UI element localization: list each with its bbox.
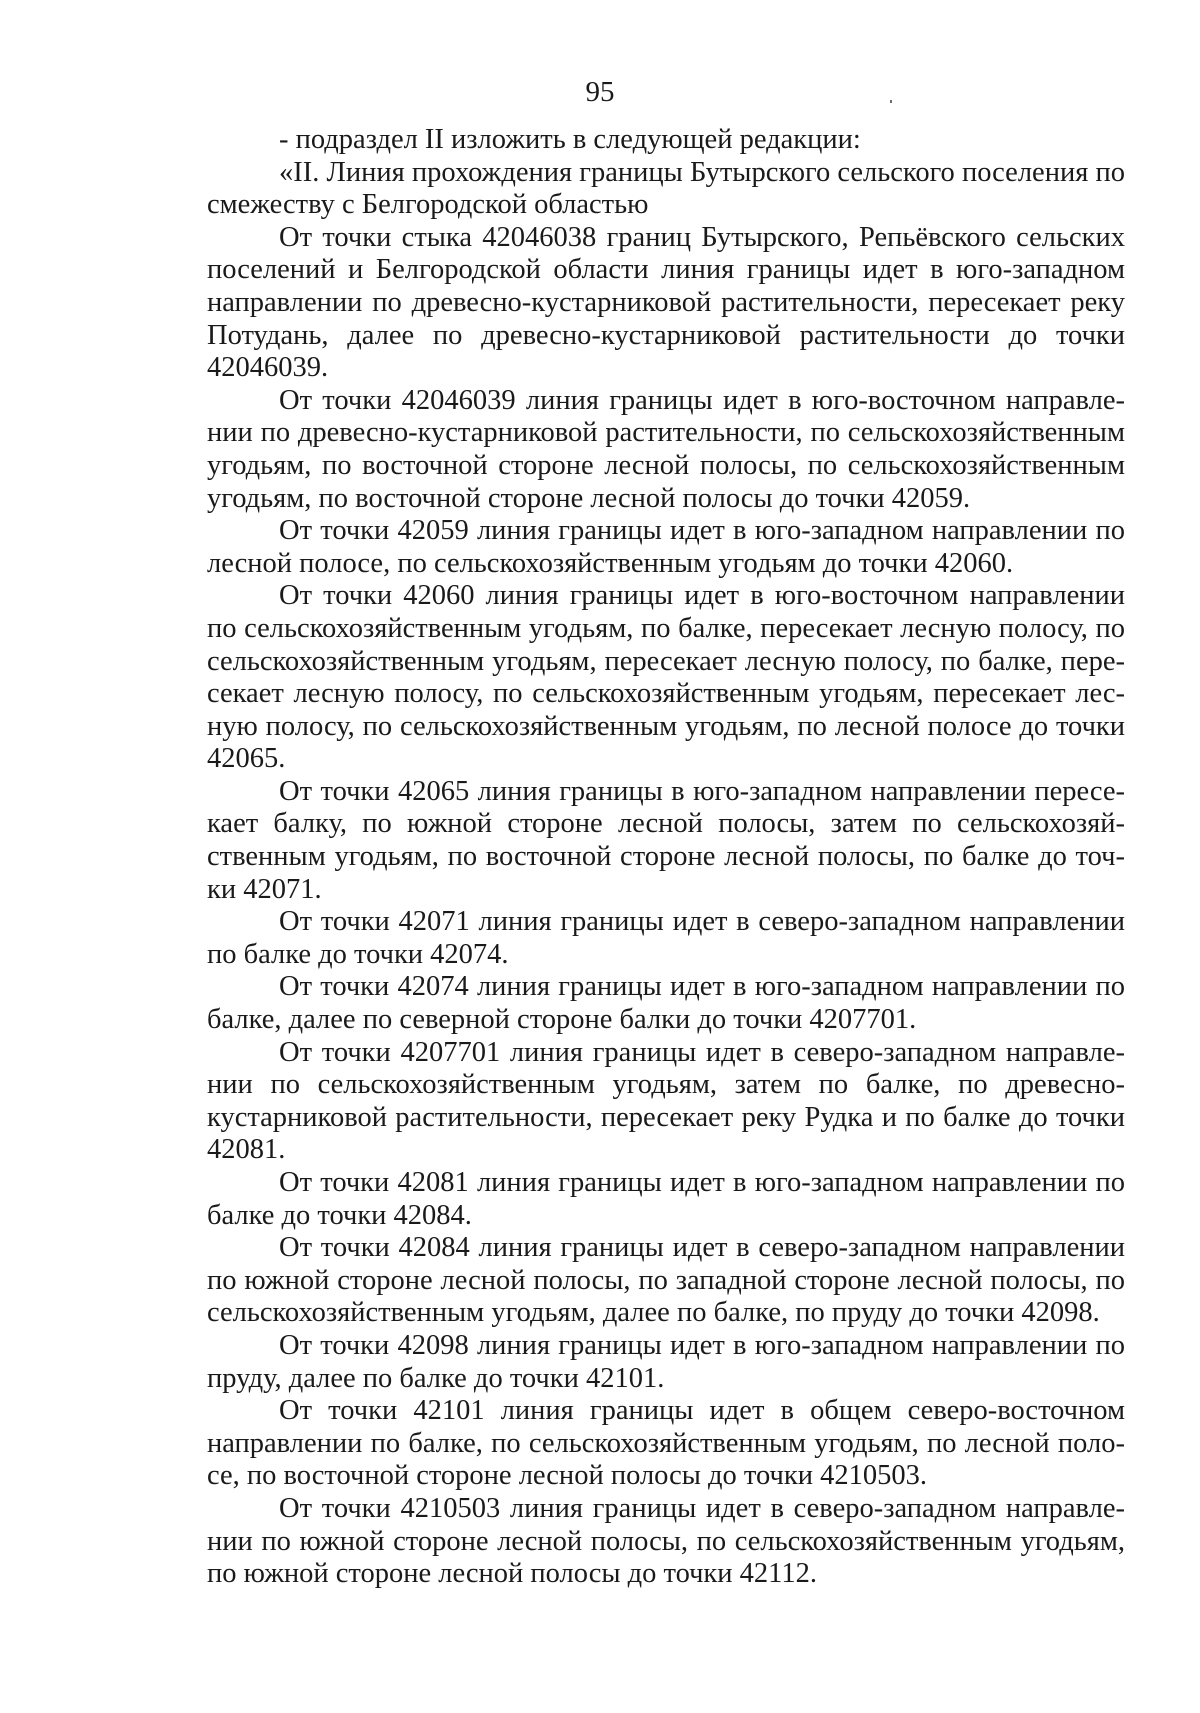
boundary-paragraph: От точки 42081 линия границы идет в юго-западном направлении по балке до точки 42084. xyxy=(207,1167,1125,1231)
boundary-paragraph: От точки 42084 линия границы идет в северо-западном направлении по южной стороне лесной полосы, по западной стороне лесной полосы, по сельскохозяйственным угодьям, далее по балке, по пруду до точки 42098. xyxy=(207,1232,1125,1329)
page-number: 95 xyxy=(585,76,615,108)
boundary-paragraph: От точки 42071 линия границы идет в северо-западном направлении по балке до точки 42074. xyxy=(207,906,1125,970)
boundary-paragraph: От точки 42046039 линия границы идет в юго-восточном направлении по древесно-кустарниковой растительности, по сельскохозяйственным угодьям, по восточной стороне лесной полосы, по сельскохозяйственным угодьям, по восточной стороне лесной полосы до точки 42059. xyxy=(207,384,1125,514)
boundary-paragraph: От точки 4207701 линия границы идет в северо-западном направлении по сельскохозяйственным угодьям, затем по балке, по древесно-кустарниковой растительности, пересекает реку Рудка и по балке до точки 42081. xyxy=(207,1036,1125,1166)
boundary-paragraph: От точки 42098 линия границы идет в юго-западном направлении по пруду, далее по балке до точки 42101. xyxy=(207,1329,1125,1394)
scan-speck xyxy=(890,100,892,103)
boundary-paragraph: От точки 42059 линия границы идет в юго-западном направлении по лесной полосе, по сельскохозяйственным угодьям до точки 42060. xyxy=(207,515,1125,579)
document-body xyxy=(207,124,1125,1591)
intro-instruction: - подраздел II изложить в следующей редакции: xyxy=(279,124,861,155)
boundary-paragraph: От точки 4210503 линия границы идет в северо-западном направлении по южной стороне лесной полосы, по сельскохозяйственным угодьям, по южной стороне лесной полосы до точки 42112. xyxy=(207,1492,1125,1590)
boundary-paragraph: От точки 42074 линия границы идет в юго-западном направлении по балке, далее по северной стороне балки до точки 4207701. xyxy=(207,971,1125,1036)
boundary-paragraph: От точки 42101 линия границы идет в общем северо-восточном направлении по балке, по сельскохозяйственным угодьям, по лесной полосе, по восточной стороне лесной полосы до точки 4210503. xyxy=(207,1395,1125,1492)
boundary-paragraph: От точки стыка 42046038 границ Бутырского, Репьёвского сельских поселений и Белгородской области линия границы идет в юго-западном направлении по древесно-кустарниковой растительности, пересекает реку Потудань, далее по древесно-кустарниковой растительности до точки 42046039. xyxy=(207,221,1125,384)
boundary-paragraph: От точки 42065 линия границы в юго-западном направлении пересекает балку, по южной стороне лесной полосы, затем по сельскохозяйственным угодьям, по восточной стороне лесной полосы, по балке до точки 42071. xyxy=(207,775,1125,905)
section-heading: «II. Линия прохождения границы Бутырского сельского поселения по смежеству с Белгородской областью xyxy=(207,156,1125,221)
boundary-paragraph: От точки 42060 линия границы идет в юго-восточном направлении по сельскохозяйственным угодьям, по балке, пересекает лесную полосу, по сельскохозяйственным угодьям, пересекает лесную полосу, по балке, пересекает лесную полосу, по сельскохозяйственным угодьям, пересекает лесную полосу, по сельскохозяйственным угодьям, по лесной полосе до точки 42065. xyxy=(207,580,1125,775)
